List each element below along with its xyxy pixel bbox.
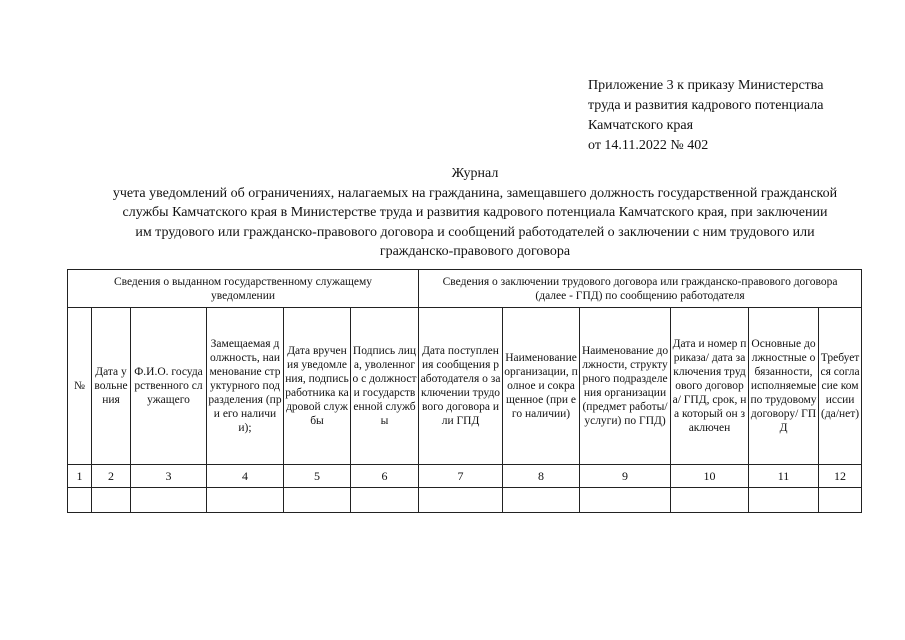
column-header: Подпись лица, уволенного с должности государственной службы bbox=[351, 308, 419, 465]
table-cell bbox=[92, 488, 131, 513]
column-number: 8 bbox=[503, 465, 580, 488]
title-line: гражданско-правового договора bbox=[379, 244, 571, 259]
journal-table bbox=[67, 269, 862, 513]
table-cell bbox=[284, 488, 351, 513]
table-cell bbox=[749, 488, 819, 513]
column-header: Ф.И.О. государственного служащего bbox=[131, 308, 207, 465]
title-heading: Журнал bbox=[451, 166, 499, 181]
column-number: 7 bbox=[419, 465, 503, 488]
group-header-contract: Сведения о заключении трудового договора или гражданско-правового договора (далее - ГПД) по сообщению работодателя bbox=[419, 270, 862, 308]
column-header: Дата увольнения bbox=[92, 308, 131, 465]
document-title bbox=[60, 164, 890, 262]
table-cell bbox=[819, 488, 862, 513]
column-header: Дата и номер приказа/ дата заключения трудового договора/ ГПД, срок, на который он заключен bbox=[671, 308, 749, 465]
column-header: Основные должностные обязанности, исполняемые по трудовому договору/ ГПД bbox=[749, 308, 819, 465]
column-header: Дата поступления сообщения работодателя о заключении трудового договора или ГПД bbox=[419, 308, 503, 465]
column-header-row bbox=[68, 308, 862, 465]
column-number: 12 bbox=[819, 465, 862, 488]
column-number: 3 bbox=[131, 465, 207, 488]
appendix-line: труда и развития кадрового потенциала bbox=[588, 98, 824, 113]
appendix-line: Приложение 3 к приказу Министерства bbox=[588, 78, 824, 93]
column-number: 1 bbox=[68, 465, 92, 488]
column-header: Наименование должности, структурного подразделения организации (предмет работы/ услуги) по ГПД) bbox=[580, 308, 671, 465]
column-number: 2 bbox=[92, 465, 131, 488]
column-number: 11 bbox=[749, 465, 819, 488]
column-number: 9 bbox=[580, 465, 671, 488]
table-cell bbox=[131, 488, 207, 513]
appendix-date-line: от 14.11.2022 № 402 bbox=[588, 138, 709, 153]
title-line: службы Камчатского края в Министерстве труда и развития кадрового потенциала Камчатского края, при заключении bbox=[122, 205, 828, 220]
column-number-row bbox=[68, 465, 862, 488]
table-cell bbox=[419, 488, 503, 513]
column-number: 6 bbox=[351, 465, 419, 488]
table-cell bbox=[351, 488, 419, 513]
column-header: Наименование организации, полное и сокращенное (при его наличии) bbox=[503, 308, 580, 465]
column-header: Замещаемая должность, наименование структурного подразделения (при его наличии); bbox=[207, 308, 284, 465]
group-header-notice: Сведения о выданном государственному служащему уведомлении bbox=[68, 270, 419, 308]
column-number: 4 bbox=[207, 465, 284, 488]
table-cell bbox=[207, 488, 284, 513]
column-header: Дата вручения уведомления, подпись работника кадровой службы bbox=[284, 308, 351, 465]
appendix-line: Камчатского края bbox=[588, 118, 694, 133]
table-cell bbox=[68, 488, 92, 513]
group-header-row bbox=[68, 270, 862, 308]
column-header: Требуется согласие комиссии (да/нет) bbox=[819, 308, 862, 465]
table-cell bbox=[671, 488, 749, 513]
column-number: 10 bbox=[671, 465, 749, 488]
table-cell bbox=[503, 488, 580, 513]
table-cell bbox=[580, 488, 671, 513]
empty-entry-row bbox=[68, 488, 862, 513]
column-header: № bbox=[68, 308, 92, 465]
column-number: 5 bbox=[284, 465, 351, 488]
appendix-block bbox=[588, 76, 888, 156]
title-line: учета уведомлений об ограничениях, налагаемых на гражданина, замещавшего должность государственной гражданской bbox=[112, 185, 838, 201]
title-line: им трудового или гражданско-правового договора и сообщений работодателей о заключении с ним трудового или bbox=[135, 224, 815, 240]
